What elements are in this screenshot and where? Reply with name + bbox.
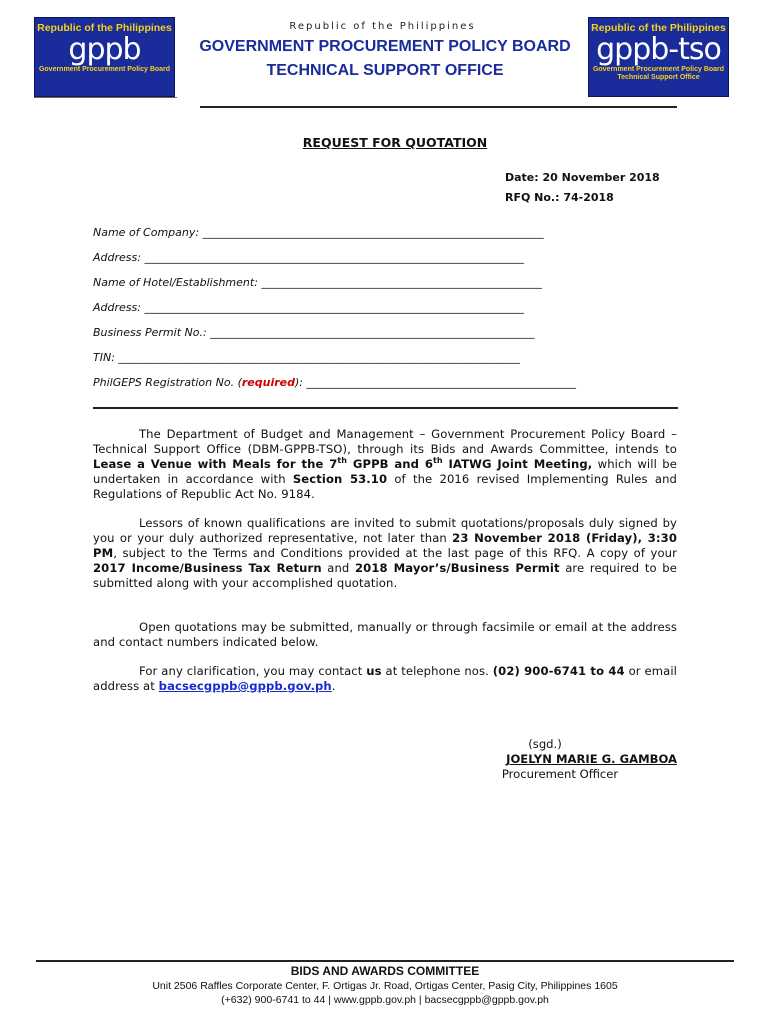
footer-divider — [36, 960, 734, 962]
logo-left-mark: gppb — [68, 32, 141, 67]
logo-right-top-text: Republic of the Philippines — [591, 22, 726, 34]
footer-title: BIDS AND AWARDS COMMITTEE — [290, 964, 480, 978]
gppb-logo — [34, 17, 175, 97]
paragraph-invitation: Lessors of known qualifications are invited to submit quotations/proposals duly signed by you or your duly authorized representative, not later than 23 November 2018 (Friday), 3:30 PM, subject to the Terms and Conditions provided at the last page of this RFQ. A copy of your 2017 Income/Business Tax Return and 2018 Mayor’s/Business Permit are required to be submitted along with your accomplished quotation. — [93, 516, 677, 590]
field-hotel-address: Address: _____________________________________________________________________ — [93, 301, 524, 314]
philgeps-tail: ): _________________________________________________ — [295, 376, 576, 389]
logo-right-bottom-text: Government Procurement Policy Board Technical Support Office — [592, 66, 725, 81]
paragraph-submission: Open quotations may be submitted, manually or through facsimile or email at the address and contact numbers indicated below. — [93, 620, 677, 649]
header-republic: Republic of the Philippines — [289, 21, 476, 32]
field-hotel-name: Name of Hotel/Establishment: ___________________________________________________ — [93, 276, 542, 289]
logo-left-bottom-text: Government Procurement Policy Board — [38, 66, 171, 73]
paragraph-contact: For any clarification, you may contact us at telephone nos. (02) 900-6741 to 44 or email address at bacsecgppb@gppb.gov.ph. — [93, 664, 677, 693]
rfq-number: RFQ No.: 74-2018 — [505, 191, 614, 204]
required-marker: required — [241, 376, 295, 389]
logo-underline — [34, 97, 177, 98]
logo-left-top-text: Republic of the Philippines — [37, 22, 172, 34]
philgeps-label: PhilGEPS Registration No. ( — [93, 376, 242, 389]
rfq-date: Date: 20 November 2018 — [505, 171, 660, 184]
signatory-position: Procurement Officer — [501, 767, 619, 781]
field-tin: TIN: _________________________________________________________________________ — [93, 351, 520, 364]
field-business-permit: Business Permit No.: ___________________________________________________________ — [93, 326, 535, 339]
fields-divider — [93, 407, 678, 409]
field-company-name: Name of Company: ______________________________________________________________ — [93, 226, 544, 239]
header-agency-line2: TECHNICAL SUPPORT OFFICE — [266, 62, 504, 79]
paragraph-intro: The Department of Budget and Management – Government Procurement Policy Board – Technical Support Office (DBM-GPPB-TSO), through its Bids and Awards Committee, intends to Lease a Venue with Meals for the 7th GPPB and 6th IATWG Joint Meeting, which will be undertaken in accordance with Section 53.10 of the 2016 revised Implementing Rules and Regulations of Republic Act No. 9184. — [93, 427, 678, 501]
header-agency-line1: GOVERNMENT PROCUREMENT POLICY BOARD — [199, 38, 571, 55]
contact-email-link[interactable]: bacsecgppb@gppb.gov.ph — [158, 679, 332, 693]
logo-right-mark: gppb-tso — [596, 32, 721, 67]
footer-contact: (+632) 900-6741 to 44 | www.gppb.gov.ph | bacsecgppb@gppb.gov.ph — [221, 994, 549, 1006]
gppb-tso-logo — [588, 17, 729, 97]
document-title: REQUEST FOR QUOTATION — [302, 135, 488, 150]
field-philgeps — [93, 376, 576, 389]
header-divider — [200, 106, 677, 108]
field-address: Address: _____________________________________________________________________ — [93, 251, 524, 264]
signatory-name: JOELYN MARIE G. GAMBOA — [506, 752, 677, 766]
footer-address: Unit 2506 Raffles Corporate Center, F. Ortigas Jr. Road, Ortigas Center, Pasig City, Philippines 1605 — [152, 980, 618, 992]
signature-sgd: (sgd.) — [528, 737, 562, 751]
